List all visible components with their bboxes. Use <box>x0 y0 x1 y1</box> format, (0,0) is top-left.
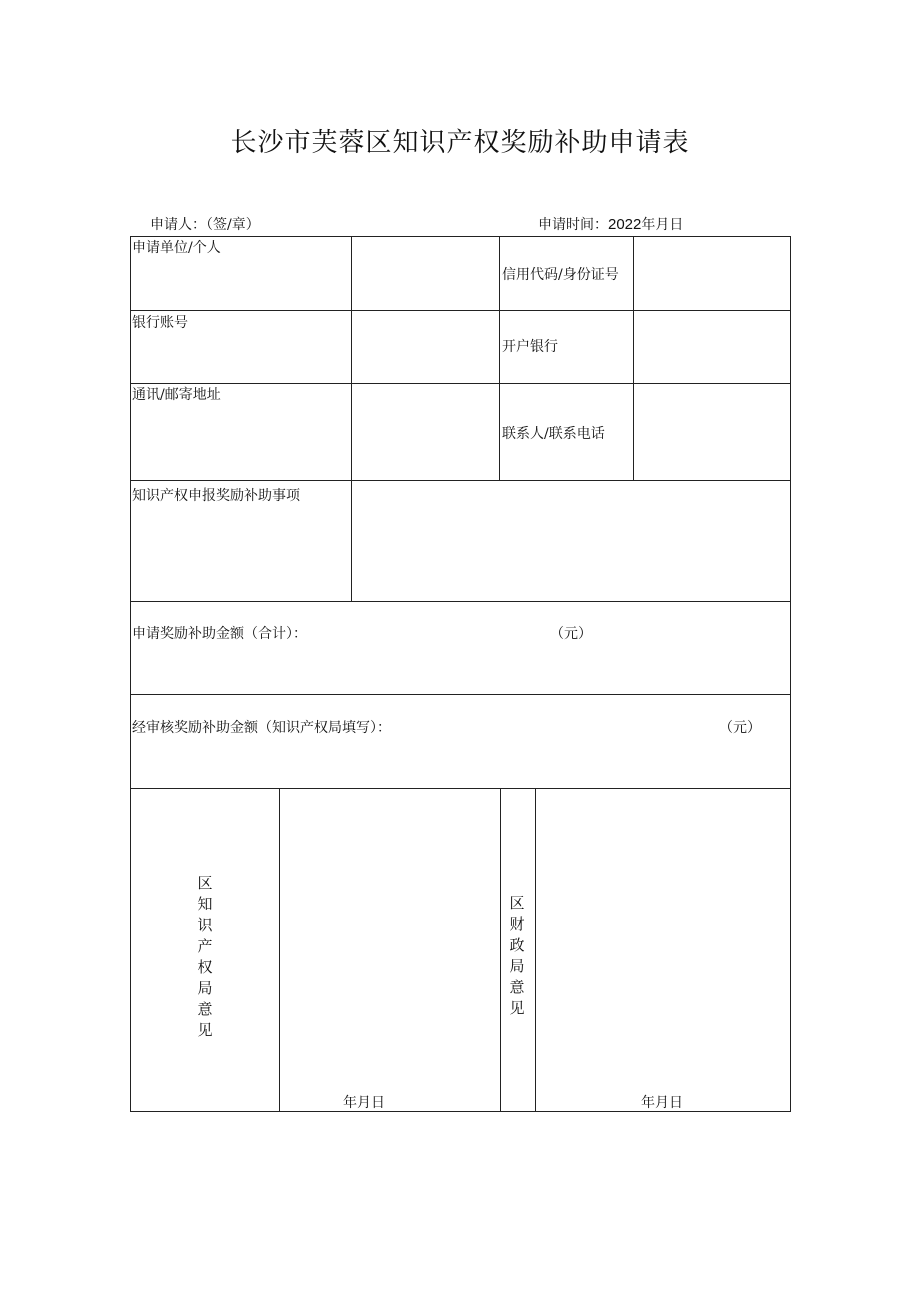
time-date-suffix: 年月日 <box>641 217 684 233</box>
award-item-label: 知识产权申报奖励补助事项 <box>132 488 300 504</box>
applicant-unit-field[interactable] <box>352 237 499 310</box>
bank-label: 开户银行 <box>502 339 558 355</box>
address-label: 通讯/邮寄地址 <box>132 387 221 403</box>
finance-date: 年月日 <box>641 1095 683 1111</box>
amount-unit: （元） <box>550 626 592 642</box>
amount-label: 申请奖励补助金额（合计）： <box>132 626 307 642</box>
ip-office-opinion-label: 区知识产权局意见 <box>197 874 213 1039</box>
table-border-right <box>790 236 791 1112</box>
time-label: 申请时间： <box>538 217 608 233</box>
reviewed-amount-unit: （元） <box>719 720 761 736</box>
column-divider <box>499 236 500 480</box>
finance-opinion-field[interactable] <box>536 789 790 1111</box>
bank-account-label: 银行账号 <box>132 315 188 331</box>
application-time <box>538 214 683 234</box>
row-divider <box>130 601 790 602</box>
row-divider <box>130 694 790 695</box>
credit-code-label: 信用代码/身份证号 <box>502 267 619 283</box>
credit-code-field[interactable] <box>634 237 790 310</box>
column-divider <box>500 788 501 1111</box>
ip-office-date: 年月日 <box>343 1095 385 1111</box>
bank-field[interactable] <box>634 311 790 383</box>
time-year: 2022 <box>608 216 642 233</box>
table-border-left <box>130 236 131 1112</box>
ip-office-opinion-field[interactable] <box>280 789 500 1111</box>
reviewed-amount-label: 经审核奖励补助金额（知识产权局填写）： <box>132 720 391 736</box>
contact-label: 联系人/联系电话 <box>502 426 605 442</box>
finance-opinion-label: 区财政局意见 <box>509 894 525 1017</box>
table-border-bottom <box>130 1111 791 1112</box>
contact-field[interactable] <box>634 384 790 480</box>
address-field[interactable] <box>352 384 499 480</box>
page-title: 长沙市芙蓉区知识产权奖励补助申请表 <box>230 128 690 158</box>
applicant-unit-label: 申请单位/个人 <box>132 240 221 256</box>
bank-account-field[interactable] <box>352 311 499 383</box>
award-item-field[interactable] <box>352 481 790 601</box>
applicant-signature-label: 申请人：（签/章） <box>150 217 260 233</box>
